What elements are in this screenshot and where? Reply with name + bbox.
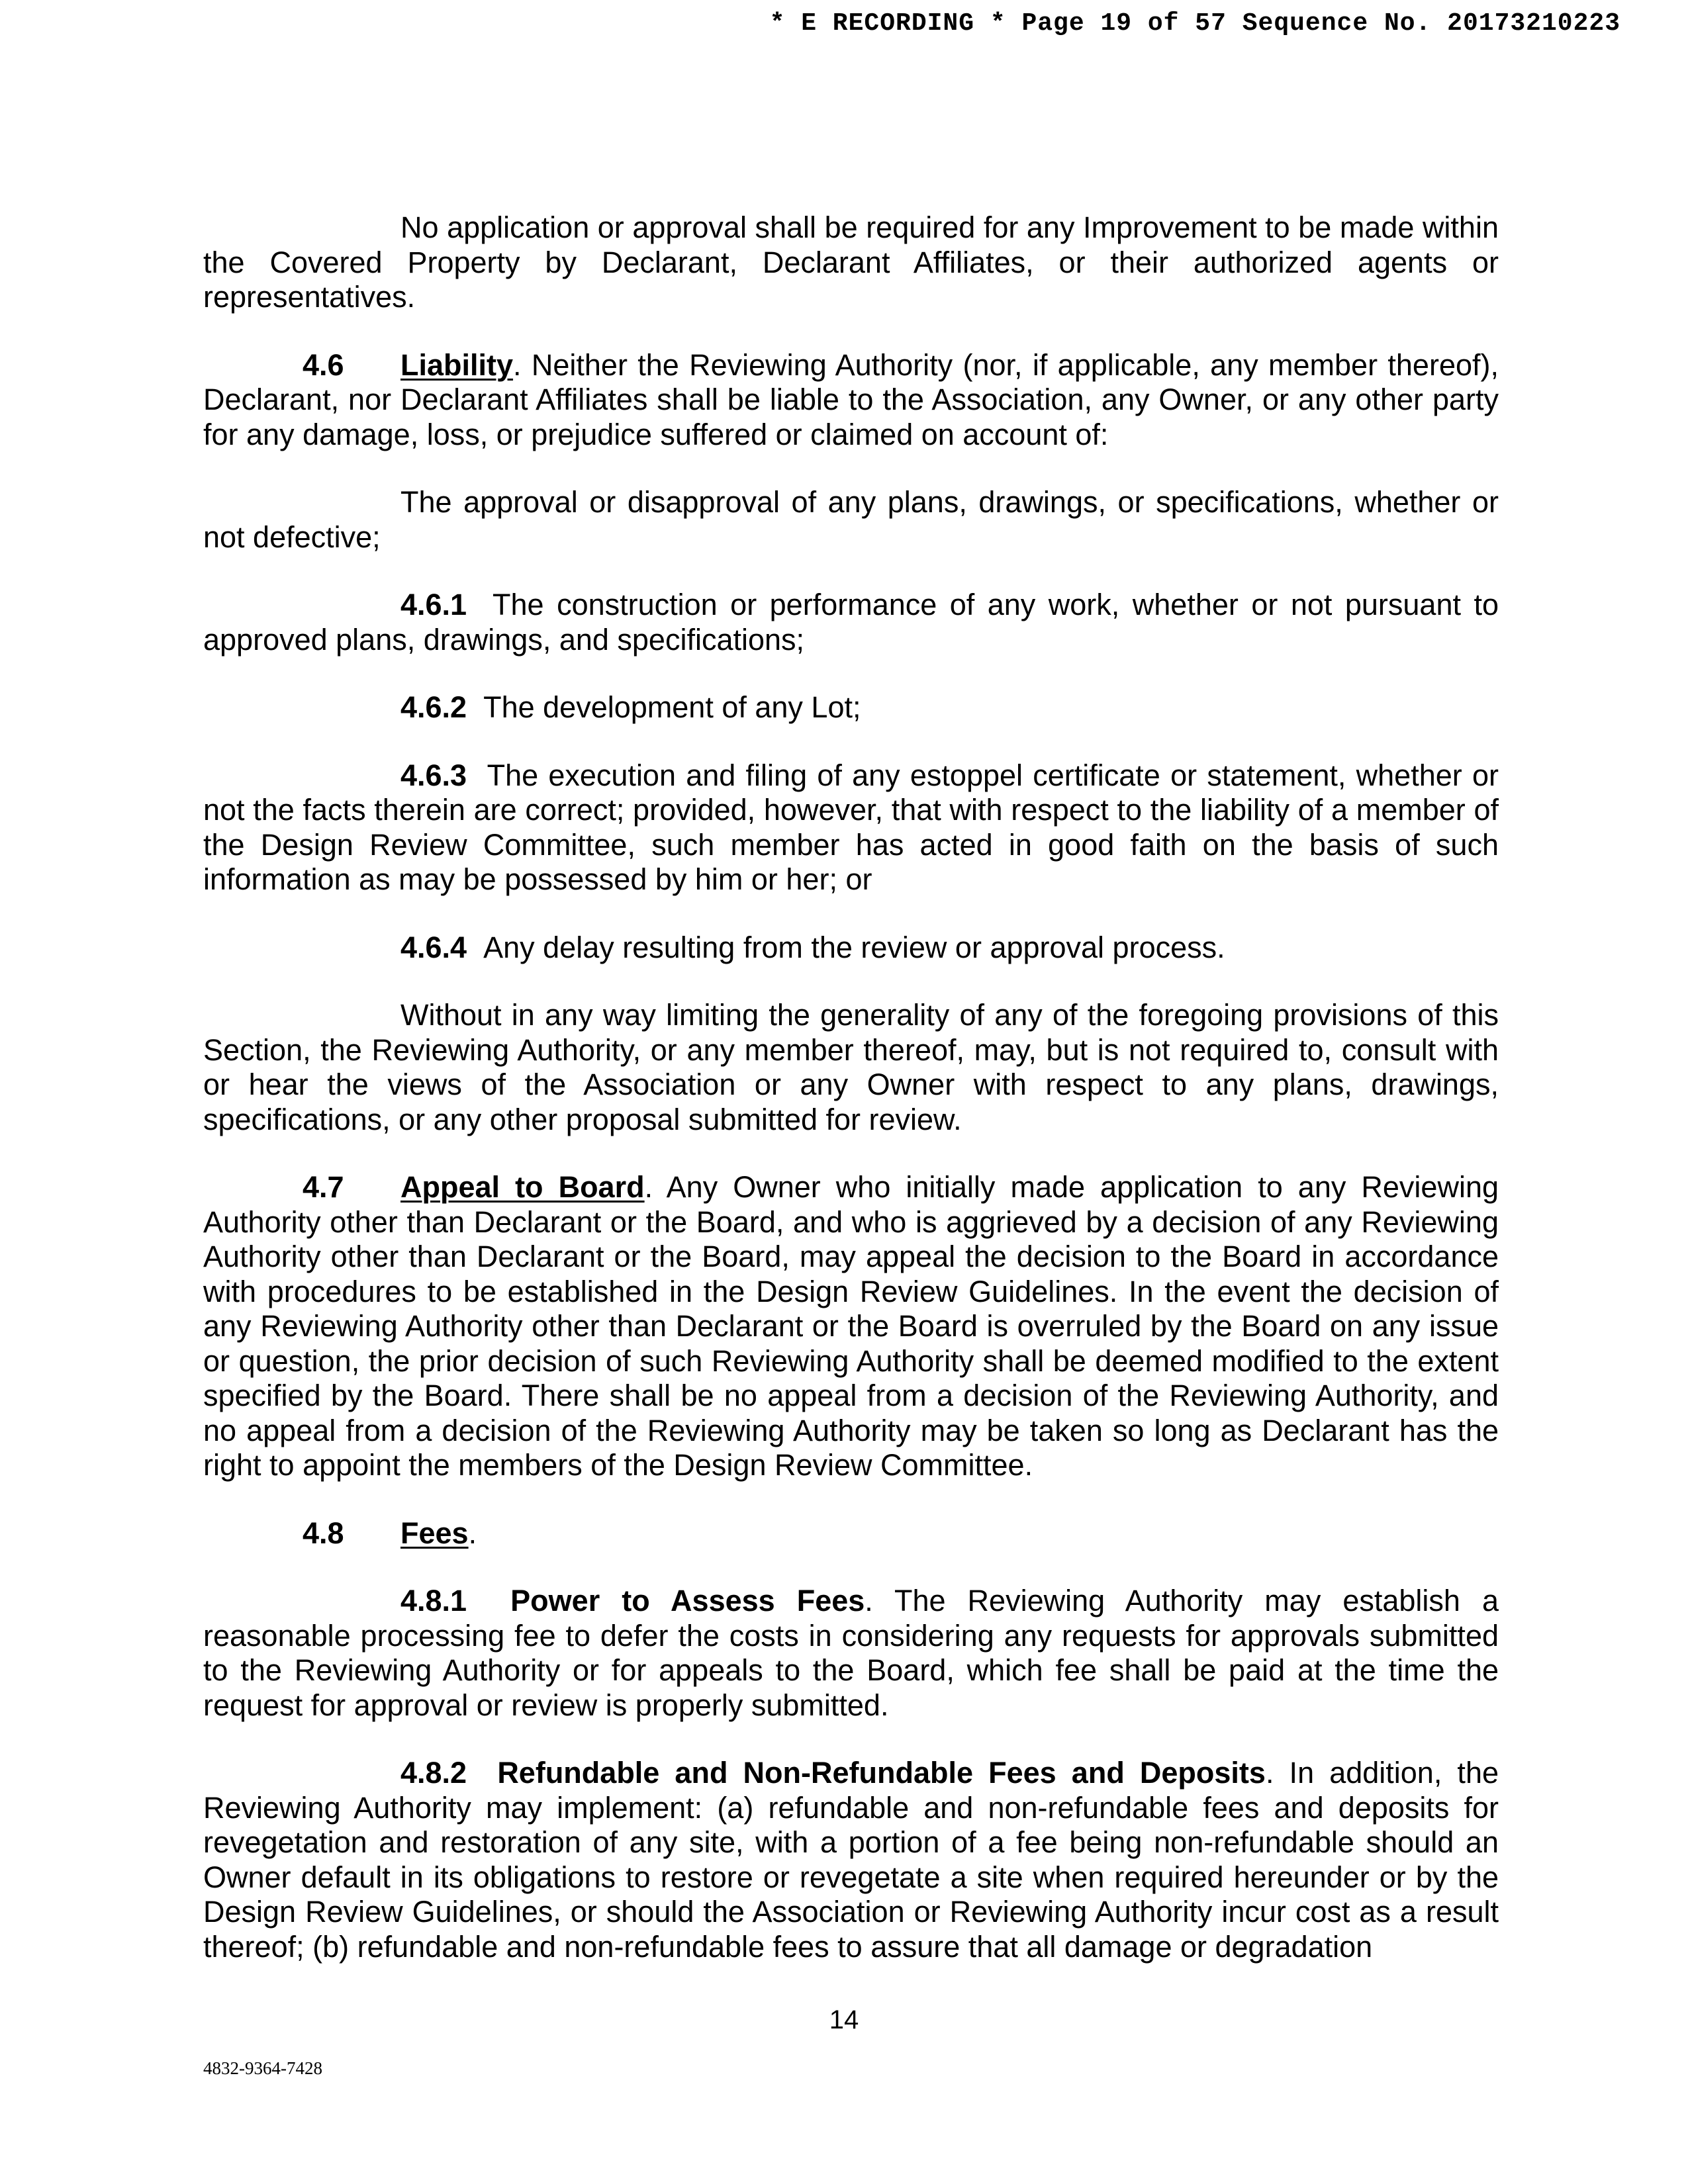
section-number: 4.8.2 <box>400 1756 467 1790</box>
recording-header: * E RECORDING * Page 19 of 57 Sequence No. 20173210223 <box>769 9 1620 38</box>
section-number: 4.6.1 <box>400 588 467 621</box>
section-4-6-4: 4.6.4 Any delay resulting from the review or approval process. <box>400 930 1225 964</box>
document-body <box>203 210 1499 1997</box>
section-title-appeal: Appeal to Board <box>400 1170 645 1204</box>
section-title-liability: Liability <box>400 347 514 382</box>
section-4-6: 4.6 Liability. Neither the Reviewing Authority (nor, if applicable, any member thereof), Declarant, nor Declarant Affiliates shall be liable to the Association, any Owner, or any other party for any damage, loss, or prejudice suffered or claimed on account of: <box>203 347 1499 451</box>
section-title-refundable-fees: Refundable and Non-Refundable Fees and Deposits <box>497 1756 1266 1790</box>
section-4-6-3: 4.6.3 The execution and filing of any estoppel certificate or statement, whether or not the facts therein are correct; provided, however, that with respect to the liability of a member of the Design Review Committee, such member has acted in good faith on the basis of such information as may be possessed by him or her; or <box>203 758 1499 896</box>
document-id: 4832-9364-7428 <box>203 2058 322 2078</box>
section-number: 4.6.3 <box>400 758 467 792</box>
section-number: 4.7 <box>303 1170 344 1204</box>
section-4-6-1: 4.6.1 The construction or performance of any work, whether or not pursuant to approved plans, drawings, and specifications; <box>203 588 1499 657</box>
section-title-power-to-assess-fees: Power to Assess Fees <box>510 1584 865 1617</box>
section-number: 4.6.2 <box>400 690 467 724</box>
section-4-6-2: 4.6.2 The development of any Lot; <box>400 690 861 724</box>
section-number: 4.8.1 <box>400 1584 467 1617</box>
section-4-8: 4.8 Fees. <box>303 1516 477 1550</box>
section-number: 4.6 <box>303 347 344 382</box>
page-number: 14 <box>829 2005 859 2034</box>
section-4-8-2: 4.8.2 Refundable and Non-Refundable Fees and Deposits. In addition, the Reviewing Authority may implement: (a) refundable and non-refundable fees and deposits for revegetation and restoration of any site, with a portion of a fee being non-refundable should an Owner default in its obligations to restore or revegetate a site when required hereunder or by the Design Review Guidelines, or should the Association or Reviewing Authority incur cost as a result thereof; (b) refundable and non-refundable fees to assure that all damage or degradation <box>203 1756 1499 1964</box>
section-4-7: 4.7 Appeal to Board. Any Owner who initially made application to any Reviewing Authority other than Declarant or the Board, and who is aggrieved by a decision of any Reviewing Authority other than Declarant or the Board, may appeal the decision to the Board in accordance with procedures to be established in the Design Review Guidelines. In the event the decision of any Reviewing Authority other than Declarant or the Board is overruled by the Board on any issue or question, the prior decision of such Reviewing Authority shall be deemed modified to the extent specified by the Board. There shall be no appeal from a decision of the Reviewing Authority, and no appeal from a decision of the Reviewing Authority may be taken so long as Declarant has the right to appoint the members of the Design Review Committee. <box>203 1170 1499 1482</box>
section-number: 4.8 <box>303 1516 344 1550</box>
paragraph-approval: The approval or disapproval of any plans, drawings, or specifications, whether or not defective; <box>203 485 1499 554</box>
paragraph-no-application: No application or approval shall be required for any Improvement to be made within the Covered Property by Declarant, Declarant Affiliates, or their authorized agents or representatives. <box>203 210 1499 314</box>
section-title-fees: Fees <box>400 1516 469 1550</box>
section-number: 4.6.4 <box>400 930 467 964</box>
section-4-8-1: 4.8.1 Power to Assess Fees. The Reviewing Authority may establish a reasonable processing fee to defer the costs in considering any requests for approvals submitted to the Reviewing Authority or for appeals to the Board, which fee shall be paid at the time the request for approval or review is properly submitted. <box>203 1584 1499 1722</box>
paragraph-without-limiting: Without in any way limiting the generality of any of the foregoing provisions of this Section, the Reviewing Authority, or any member thereof, may, but is not required to, consult with or hear the views of the Association or any Owner with respect to any plans, drawings, specifications, or any other proposal submitted for review. <box>203 998 1499 1136</box>
